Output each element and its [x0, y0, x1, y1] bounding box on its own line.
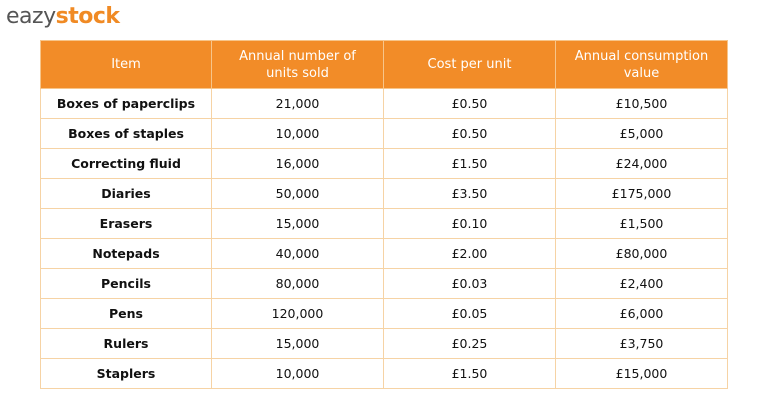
cell-cost-per-unit: £0.50 [384, 89, 556, 119]
brand-logo-part1: eazy [6, 4, 56, 29]
cell-units-sold: 15,000 [212, 209, 384, 239]
cell-item: Pens [41, 299, 212, 329]
table-header-row [41, 41, 728, 89]
abc-analysis-table [40, 40, 728, 389]
cell-units-sold: 50,000 [212, 179, 384, 209]
cell-units-sold: 80,000 [212, 269, 384, 299]
cell-consumption-value: £15,000 [556, 359, 728, 389]
cell-item: Diaries [41, 179, 212, 209]
cell-cost-per-unit: £0.03 [384, 269, 556, 299]
table-row [41, 299, 728, 329]
cell-units-sold: 16,000 [212, 149, 384, 179]
cell-consumption-value: £5,000 [556, 119, 728, 149]
cell-units-sold: 10,000 [212, 119, 384, 149]
cell-cost-per-unit: £2.00 [384, 239, 556, 269]
cell-consumption-value: £3,750 [556, 329, 728, 359]
table-row [41, 119, 728, 149]
cell-item: Boxes of staples [41, 119, 212, 149]
cell-item: Rulers [41, 329, 212, 359]
table-row [41, 269, 728, 299]
table-row [41, 329, 728, 359]
table-row [41, 359, 728, 389]
cell-consumption-value: £10,500 [556, 89, 728, 119]
cell-units-sold: 120,000 [212, 299, 384, 329]
cell-consumption-value: £6,000 [556, 299, 728, 329]
cell-cost-per-unit: £1.50 [384, 149, 556, 179]
cell-item: Boxes of paperclips [41, 89, 212, 119]
table-row [41, 179, 728, 209]
header-item: Item [41, 41, 212, 89]
header-cost-per-unit: Cost per unit [384, 41, 556, 89]
cell-consumption-value: £1,500 [556, 209, 728, 239]
table-row [41, 149, 728, 179]
cell-units-sold: 21,000 [212, 89, 384, 119]
cell-item: Staplers [41, 359, 212, 389]
header-annual-units-sold: Annual number of units sold [212, 41, 384, 89]
cell-cost-per-unit: £0.05 [384, 299, 556, 329]
cell-cost-per-unit: £0.25 [384, 329, 556, 359]
cell-item: Pencils [41, 269, 212, 299]
cell-consumption-value: £80,000 [556, 239, 728, 269]
table-row [41, 209, 728, 239]
header-annual-consumption-value: Annual consumption value [556, 41, 728, 89]
cell-consumption-value: £175,000 [556, 179, 728, 209]
cell-item: Correcting fluid [41, 149, 212, 179]
cell-item: Erasers [41, 209, 212, 239]
cell-consumption-value: £24,000 [556, 149, 728, 179]
cell-cost-per-unit: £3.50 [384, 179, 556, 209]
cell-cost-per-unit: £0.10 [384, 209, 556, 239]
cell-consumption-value: £2,400 [556, 269, 728, 299]
cell-units-sold: 40,000 [212, 239, 384, 269]
brand-logo-part2: stock [55, 4, 120, 29]
brand-logo [6, 2, 120, 32]
table-row [41, 239, 728, 269]
cell-units-sold: 15,000 [212, 329, 384, 359]
cell-cost-per-unit: £1.50 [384, 359, 556, 389]
cell-cost-per-unit: £0.50 [384, 119, 556, 149]
cell-units-sold: 10,000 [212, 359, 384, 389]
cell-item: Notepads [41, 239, 212, 269]
table-row [41, 89, 728, 119]
